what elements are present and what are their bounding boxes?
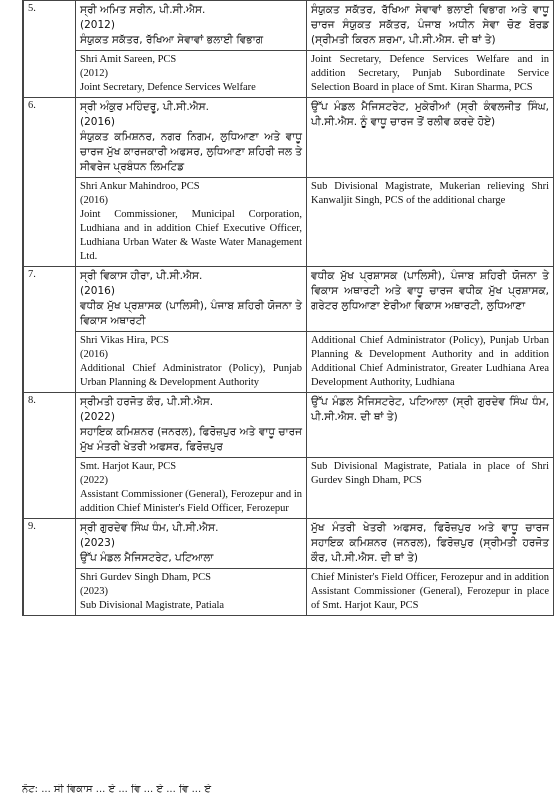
table-row-punjabi	[24, 393, 554, 458]
officer-name-punjabi: ਸ੍ਰੀਮਤੀ ਹਰਜੋਤ ਕੌਰ, ਪੀ.ਸੀ.ਐਸ.	[80, 396, 214, 408]
new-post-punjabi: ਉੱਪ ਮੰਡਲ ਮੈਜਿਸਟਰੇਟ, ਪਟਿਆਲਾ (ਸ੍ਰੀ ਗੁਰਦੇਵ ਸਿੰਘ ਧੰਮ, ਪੀ.ਸੀ.ਐਸ. ਦੀ ਥਾਂ ਤੇ)	[311, 396, 549, 423]
transfer-table-body	[24, 1, 554, 616]
officer-name-english: Shri Amit Sareen, PCS	[80, 54, 177, 65]
table-row-punjabi	[24, 1, 554, 51]
serial-number: 9.	[24, 519, 76, 616]
footer-note-partial: ਨੋਟ: ... ਸੀ ਵਿਕਾਸ ... ਏ ... ਵਿ ... ਏ ... ਵਿ ... ਏ	[22, 784, 211, 795]
officer-name-english: Shri Gurdev Singh Dham, PCS	[80, 572, 211, 583]
table-row-punjabi	[24, 98, 554, 178]
serial-number: 7.	[24, 267, 76, 393]
table-row-punjabi	[24, 267, 554, 332]
new-post-english: Additional Chief Administrator (Policy), Punjab Urban Planning & Development Authority and in addition Additional Chief Administrator, Greater Ludhiana Area Development Authority, Ludhiana	[311, 335, 549, 388]
batch-year-punjabi: (2022)	[80, 411, 115, 423]
table-row-english	[24, 178, 554, 267]
new-post-punjabi: ਵਧੀਕ ਮੁੱਖ ਪ੍ਰਸ਼ਾਸਕ (ਪਾਲਿਸੀ), ਪੰਜਾਬ ਸ਼ਹਿਰੀ ਯੋਜਨਾ ਤੇ ਵਿਕਾਸ ਅਥਾਰਟੀ ਅਤੇ ਵਾਧੂ ਚਾਰਜ ਵਧੀਕ ਮੁੱਖ ਪ੍ਰਸ਼ਾਸਕ, ਗਰੇਟਰ ਲੁਧਿਆਣਾ ਏਰੀਆ ਵਿਕਾਸ ਅਥਾਰਟੀ, ਲੁਧਿਆਣਾ	[311, 270, 549, 312]
officer-name-english: Shri Vikas Hira, PCS	[80, 335, 170, 346]
new-post-cell-punjabi	[307, 98, 554, 178]
batch-year-punjabi: (2012)	[80, 19, 115, 31]
new-post-punjabi: ਉੱਪ ਮੰਡਲ ਮੈਜਿਸਟਰੇਟ, ਮੁਕੇਰੀਆਂ (ਸ੍ਰੀ ਕੰਵਲਜੀਤ ਸਿੰਘ, ਪੀ.ਸੀ.ਐਸ. ਨੂੰ ਵਾਧੂ ਚਾਰਜ ਤੋਂ ਰਲੀਵ ਕਰਦੇ ਹੋਏ)	[311, 101, 549, 128]
table-row-english	[24, 569, 554, 616]
current-post-english: Sub Divisional Magistrate, Patiala	[80, 600, 225, 611]
officer-name-punjabi: ਸ੍ਰੀ ਅਮਿਤ ਸਰੀਨ, ਪੀ.ਸੀ.ਐਸ.	[80, 4, 206, 16]
batch-year-english: (2016)	[80, 195, 108, 206]
new-post-punjabi: ਸੰਯੁਕਤ ਸਕੱਤਰ, ਰੱਖਿਆ ਸੇਵਾਵਾਂ ਭਲਾਈ ਵਿਭਾਗ ਅਤੇ ਵਾਧੂ ਚਾਰਜ ਸੰਯੁਕਤ ਸਕੱਤਰ, ਪੰਜਾਬ ਅਧੀਨ ਸੇਵਾ ਚੋਣ ਬੋਰਡ (ਸ੍ਰੀਮਤੀ ਕਿਰਨ ਸ਼ਰਮਾ, ਪੀ.ਸੀ.ਐਸ. ਦੀ ਥਾਂ ਤੇ)	[311, 4, 549, 46]
officer-name-punjabi: ਸ੍ਰੀ ਅੰਕੁਰ ਮਹਿੰਦਰੂ, ਪੀ.ਸੀ.ਐਸ.	[80, 101, 210, 113]
batch-year-punjabi: (2023)	[80, 537, 115, 549]
serial-number: 8.	[24, 393, 76, 519]
new-post-cell-english	[307, 178, 554, 267]
new-post-english: Sub Divisional Magistrate, Patiala in place of Shri Gurdev Singh Dham, PCS	[311, 461, 549, 486]
current-post-punjabi: ਸਹਾਇਕ ਕਮਿਸ਼ਨਰ (ਜਨਰਲ), ਫਿਰੋਜ਼ਪੁਰ ਅਤੇ ਵਾਧੂ ਚਾਰਜ ਮੁੱਖ ਮੰਤਰੀ ਖੇਤਰੀ ਅਫਸਰ, ਫਿਰੋਜ਼ਪੁਰ	[80, 426, 302, 453]
table-row-english	[24, 458, 554, 519]
table-row-punjabi	[24, 519, 554, 569]
batch-year-english: (2016)	[80, 349, 108, 360]
current-post-punjabi: ਵਧੀਕ ਮੁੱਖ ਪ੍ਰਸ਼ਾਸਕ (ਪਾਲਿਸੀ), ਪੰਜਾਬ ਸ਼ਹਿਰੀ ਯੋਜਨਾ ਤੇ ਵਿਕਾਸ ਅਥਾਰਟੀ	[80, 300, 302, 327]
current-post-english: Additional Chief Administrator (Policy), Punjab Urban Planning & Development Authority	[80, 363, 302, 388]
officer-cell-english	[76, 332, 307, 393]
officer-name-english: Smt. Harjot Kaur, PCS	[80, 461, 177, 472]
current-post-english: Joint Commissioner, Municipal Corporation, Ludhiana and in addition Chief Executive Officer, Ludhiana Urban Water & Waste Water Management Ltd.	[80, 209, 302, 262]
officer-cell-english	[76, 569, 307, 616]
transfer-orders-sheet	[22, 0, 554, 616]
batch-year-english: (2022)	[80, 475, 108, 486]
batch-year-english: (2023)	[80, 586, 108, 597]
transfer-table	[23, 0, 554, 616]
new-post-english: Chief Minister's Field Officer, Ferozepur and in addition Assistant Commissioner (General), Ferozepur in place of Smt. Harjot Kaur, PCS	[311, 572, 549, 611]
officer-cell-punjabi	[76, 519, 307, 569]
officer-cell-english	[76, 458, 307, 519]
new-post-cell-punjabi	[307, 393, 554, 458]
officer-cell-punjabi	[76, 98, 307, 178]
current-post-punjabi: ਸੰਯੁਕਤ ਕਮਿਸ਼ਨਰ, ਨਗਰ ਨਿਗਮ, ਲੁਧਿਆਣਾ ਅਤੇ ਵਾਧੂ ਚਾਰਜ ਮੁੱਖ ਕਾਰਜਕਾਰੀ ਅਫਸਰ, ਲੁਧਿਆਣਾ ਸ਼ਹਿਰੀ ਜਲ ਤੇ ਸੀਵਰੇਜ ਪ੍ਰਬੰਧਨ ਲਿਮਟਿਡ	[80, 131, 302, 173]
serial-number: 6.	[24, 98, 76, 267]
new-post-cell-punjabi	[307, 519, 554, 569]
new-post-cell-english	[307, 332, 554, 393]
batch-year-english: (2012)	[80, 68, 108, 79]
new-post-cell-punjabi	[307, 1, 554, 51]
batch-year-punjabi: (2016)	[80, 116, 115, 128]
new-post-cell-english	[307, 569, 554, 616]
current-post-punjabi: ਸੰਯੁਕਤ ਸਕੱਤਰ, ਰੱਖਿਆ ਸੇਵਾਵਾਂ ਭਲਾਈ ਵਿਭਾਗ	[80, 34, 264, 46]
officer-cell-punjabi	[76, 393, 307, 458]
new-post-cell-punjabi	[307, 267, 554, 332]
new-post-english: Sub Divisional Magistrate, Mukerian relieving Shri Kanwaljit Singh, PCS of the additional charge	[311, 181, 549, 206]
officer-name-punjabi: ਸ੍ਰੀ ਵਿਕਾਸ ਹੀਰਾ, ਪੀ.ਸੀ.ਐਸ.	[80, 270, 203, 282]
table-row-english	[24, 332, 554, 393]
table-row-english	[24, 51, 554, 98]
officer-name-punjabi: ਸ੍ਰੀ ਗੁਰਦੇਵ ਸਿੰਘ ਧੰਮ, ਪੀ.ਸੀ.ਐਸ.	[80, 522, 219, 534]
serial-number: 5.	[24, 1, 76, 98]
officer-cell-punjabi	[76, 1, 307, 51]
officer-cell-english	[76, 51, 307, 98]
batch-year-punjabi: (2016)	[80, 285, 115, 297]
officer-cell-punjabi	[76, 267, 307, 332]
new-post-english: Joint Secretary, Defence Services Welfare and in addition Secretary, Punjab Subordinate Service Selection Board in place of Smt. Kiran Sharma, PCS	[311, 54, 549, 93]
current-post-punjabi: ਉੱਪ ਮੰਡਲ ਮੈਜਿਸਟਰੇਟ, ਪਟਿਆਲਾ	[80, 552, 214, 564]
current-post-english: Joint Secretary, Defence Services Welfare	[80, 82, 256, 93]
new-post-cell-english	[307, 458, 554, 519]
officer-name-english: Shri Ankur Mahindroo, PCS	[80, 181, 200, 192]
current-post-english: Assistant Commissioner (General), Ferozepur and in addition Chief Minister's Field Officer, Ferozepur	[80, 489, 302, 514]
new-post-punjabi: ਮੁੱਖ ਮੰਤਰੀ ਖੇਤਰੀ ਅਫਸਰ, ਫਿਰੋਜ਼ਪੁਰ ਅਤੇ ਵਾਧੂ ਚਾਰਜ ਸਹਾਇਕ ਕਮਿਸ਼ਨਰ (ਜਨਰਲ), ਫਿਰੋਜ਼ਪੁਰ (ਸ੍ਰੀਮਤੀ ਹਰਜੋਤ ਕੌਰ, ਪੀ.ਸੀ.ਐਸ. ਦੀ ਥਾਂ ਤੇ)	[311, 522, 549, 564]
new-post-cell-english	[307, 51, 554, 98]
officer-cell-english	[76, 178, 307, 267]
